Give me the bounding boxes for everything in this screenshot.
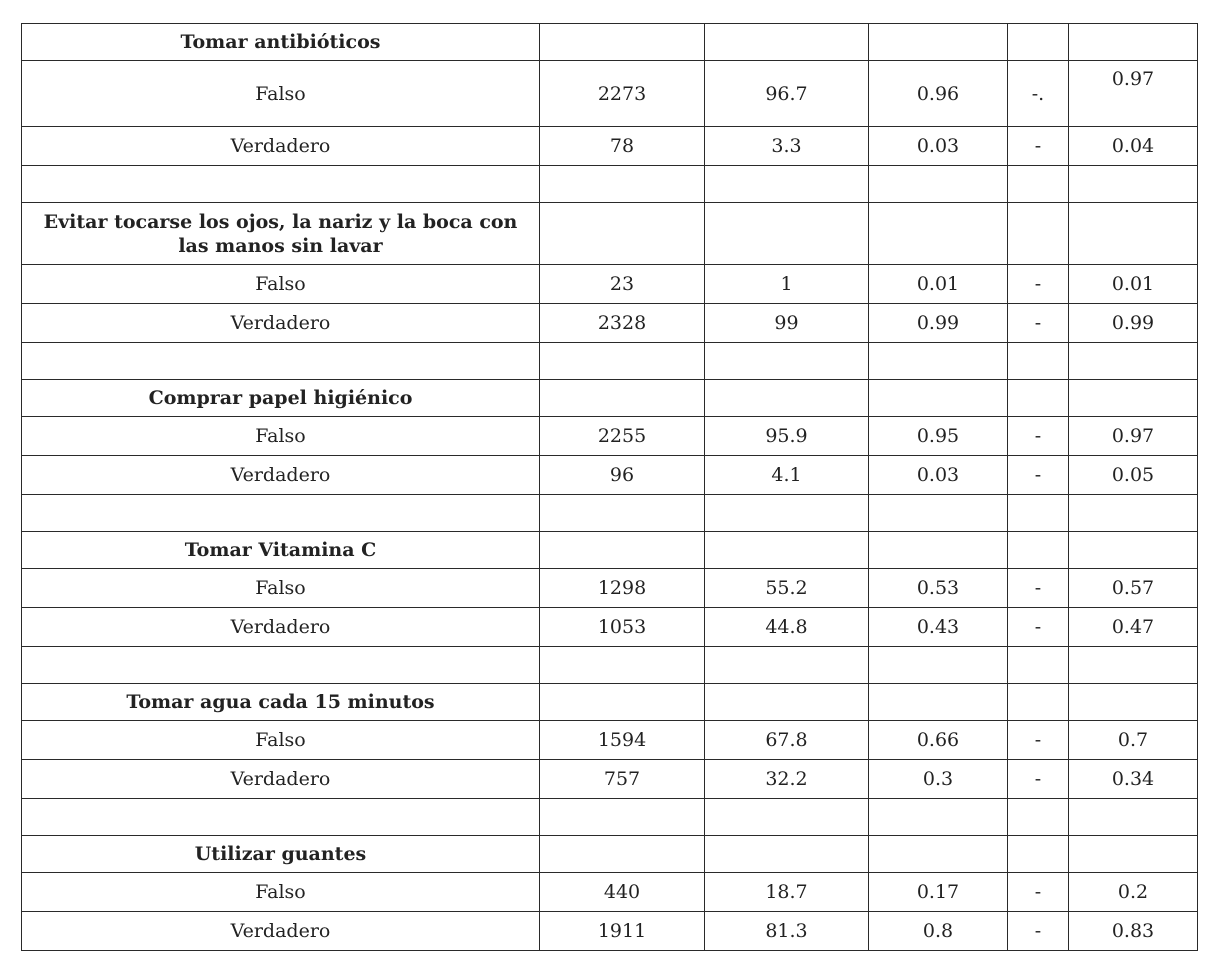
- ci-separator-cell: -: [1008, 417, 1069, 456]
- ci-low-cell: 0.3: [869, 760, 1008, 799]
- ci-separator-cell: -: [1008, 760, 1069, 799]
- ci-separator-cell: -: [1008, 569, 1069, 608]
- ci-high-cell: 0.57: [1069, 569, 1198, 608]
- table-row: [22, 569, 1198, 608]
- table-row: [22, 912, 1198, 951]
- percent-cell: 4.1: [705, 456, 869, 495]
- ci-separator-cell: -: [1008, 608, 1069, 647]
- ci-low-cell: 0.03: [869, 127, 1008, 166]
- row-label: Falso: [22, 417, 540, 456]
- row-label: Verdadero: [22, 304, 540, 343]
- ci-separator-cell: -: [1008, 721, 1069, 760]
- ci-separator-cell: -: [1008, 127, 1069, 166]
- percent-cell: 32.2: [705, 760, 869, 799]
- count-cell: 1911: [540, 912, 705, 951]
- section-heading: Tomar agua cada 15 minutos: [22, 684, 540, 721]
- table-row: [22, 456, 1198, 495]
- ci-low-cell: 0.8: [869, 912, 1008, 951]
- count-cell: 440: [540, 873, 705, 912]
- spacer-row: [22, 799, 1198, 836]
- section-heading-row: [22, 380, 1198, 417]
- ci-high-cell: 0.47: [1069, 608, 1198, 647]
- percent-cell: 67.8: [705, 721, 869, 760]
- spacer-row: [22, 647, 1198, 684]
- ci-high-cell: 0.01: [1069, 265, 1198, 304]
- ci-separator-cell: -: [1008, 265, 1069, 304]
- table-row: [22, 417, 1198, 456]
- ci-low-cell: 0.66: [869, 721, 1008, 760]
- row-label: Falso: [22, 265, 540, 304]
- ci-low-cell: 0.95: [869, 417, 1008, 456]
- ci-separator-cell: -: [1008, 456, 1069, 495]
- section-heading: Comprar papel higiénico: [22, 380, 540, 417]
- percent-cell: 55.2: [705, 569, 869, 608]
- count-cell: 1053: [540, 608, 705, 647]
- count-cell: 96: [540, 456, 705, 495]
- spacer-row: [22, 343, 1198, 380]
- row-label: Verdadero: [22, 912, 540, 951]
- ci-low-cell: 0.43: [869, 608, 1008, 647]
- table-row: [22, 873, 1198, 912]
- ci-low-cell: 0.99: [869, 304, 1008, 343]
- percent-cell: 96.7: [705, 61, 869, 127]
- ci-separator-cell: -: [1008, 912, 1069, 951]
- percent-cell: 44.8: [705, 608, 869, 647]
- ci-low-cell: 0.17: [869, 873, 1008, 912]
- ci-high-cell: 0.34: [1069, 760, 1198, 799]
- count-cell: 2328: [540, 304, 705, 343]
- table-row: [22, 760, 1198, 799]
- section-heading: Tomar antibióticos: [22, 24, 540, 61]
- table-row: [22, 265, 1198, 304]
- row-label: Verdadero: [22, 456, 540, 495]
- data-table: [21, 23, 1198, 951]
- ci-separator-cell: -: [1008, 873, 1069, 912]
- count-cell: 1594: [540, 721, 705, 760]
- row-label: Falso: [22, 721, 540, 760]
- count-cell: 78: [540, 127, 705, 166]
- percent-cell: 18.7: [705, 873, 869, 912]
- ci-low-cell: 0.03: [869, 456, 1008, 495]
- ci-high-cell: 0.99: [1069, 304, 1198, 343]
- row-label: Verdadero: [22, 127, 540, 166]
- count-cell: 757: [540, 760, 705, 799]
- count-cell: 2255: [540, 417, 705, 456]
- ci-high-cell: 0.97: [1069, 417, 1198, 456]
- spacer-row: [22, 166, 1198, 203]
- section-heading-row: [22, 532, 1198, 569]
- percent-cell: 1: [705, 265, 869, 304]
- section-heading: Tomar Vitamina C: [22, 532, 540, 569]
- count-cell: 23: [540, 265, 705, 304]
- ci-high-cell: 0.83: [1069, 912, 1198, 951]
- count-cell: 2273: [540, 61, 705, 127]
- table-row: [22, 721, 1198, 760]
- section-heading-row: [22, 836, 1198, 873]
- row-label: Falso: [22, 61, 540, 127]
- ci-high-cell: 0.05: [1069, 456, 1198, 495]
- ci-low-cell: 0.01: [869, 265, 1008, 304]
- row-label: Falso: [22, 873, 540, 912]
- table-row: [22, 61, 1198, 127]
- ci-low-cell: 0.96: [869, 61, 1008, 127]
- percent-cell: 81.3: [705, 912, 869, 951]
- ci-high-cell: 0.97: [1069, 61, 1198, 127]
- ci-low-cell: 0.53: [869, 569, 1008, 608]
- row-label: Falso: [22, 569, 540, 608]
- percent-cell: 99: [705, 304, 869, 343]
- ci-high-cell: 0.7: [1069, 721, 1198, 760]
- ci-separator-cell: -.: [1008, 61, 1069, 127]
- ci-high-cell: 0.2: [1069, 873, 1198, 912]
- table-row: [22, 304, 1198, 343]
- ci-separator-cell: -: [1008, 304, 1069, 343]
- spacer-row: [22, 495, 1198, 532]
- section-heading: Utilizar guantes: [22, 836, 540, 873]
- section-heading-row: [22, 24, 1198, 61]
- percent-cell: 3.3: [705, 127, 869, 166]
- ci-high-cell: 0.04: [1069, 127, 1198, 166]
- table-row: [22, 127, 1198, 166]
- count-cell: 1298: [540, 569, 705, 608]
- table-row: [22, 608, 1198, 647]
- section-heading-row: [22, 684, 1198, 721]
- section-heading-row: [22, 203, 1198, 265]
- row-label: Verdadero: [22, 608, 540, 647]
- row-label: Verdadero: [22, 760, 540, 799]
- percent-cell: 95.9: [705, 417, 869, 456]
- section-heading: Evitar tocarse los ojos, la nariz y la boca con las manos sin lavar: [22, 203, 540, 265]
